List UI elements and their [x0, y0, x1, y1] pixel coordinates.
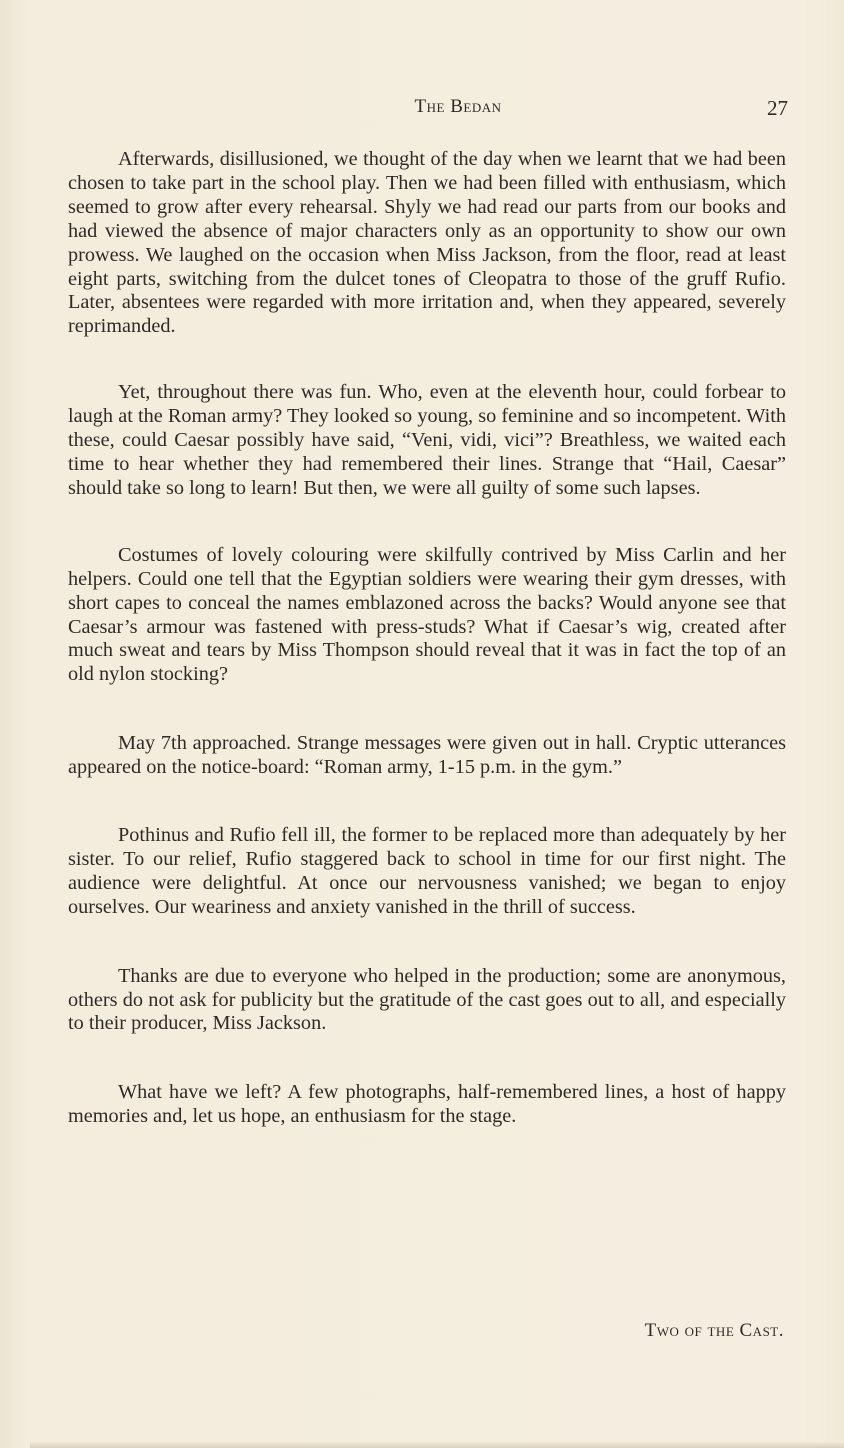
article-body [68, 148, 786, 1129]
page-header [68, 96, 788, 126]
author-signature: Two of the Cast. [644, 1320, 784, 1341]
paragraph: Pothinus and Rufio fell ill, the former to be replaced more than adequately by her sister. To our relief, Rufio staggered back to school in time for our first night. The audience were delightful. At once our nervousness vanished; we began to enjoy ourselves. Our weariness and anxiety vanished in the thrill of success. [68, 824, 786, 918]
paragraph: Costumes of lovely colouring were skilfully contrived by Miss Carlin and her helpers. Could one tell that the Egyptian soldiers were wearing their gym dresses, with short capes to conceal the names emblazoned across the backs? Would anyone see that Caesar’s armour was fastened with press-studs? What if Caesar’s wig, created after much sweat and tears by Miss Thompson should reveal that it was in fact the top of an old nylon stocking? [68, 543, 786, 686]
paragraph: What have we left? A few photographs, half-remembered lines, a host of happy memories and, let us hope, an enthusiasm for the stage. [68, 1081, 786, 1128]
paragraph: Afterwards, disillusioned, we thought of the day when we learnt that we had been chosen to take part in the school play. Then we had been filled with enthusiasm, which seemed to grow after every rehearsal. Shyly we had read our parts from our books and had viewed the absence of major characters only as an opportunity to show our own prowess. We laughed on the occasion when Miss Jackson, from the floor, read at least eight parts, switching from the dulcet tones of Cleopatra to those of the gruff Rufio. Later, absentees were regarded with more irritation and, when they appeared, severely reprimanded. [68, 148, 786, 338]
running-title: The Bedan [414, 96, 502, 117]
paragraph: May 7th approached. Strange messages were given out in hall. Cryptic utterances appeared on the notice-board: “Roman army, 1-15 p.m. in the gym.” [68, 732, 786, 779]
paragraph: Yet, throughout there was fun. Who, even at the eleventh hour, could forbear to laugh at the Roman army? They looked so young, so feminine and so incompetent. With these, could Caesar possibly have said, “Veni, vidi, vici”? Breathless, we waited each time to hear whether they had remembered their lines. Strange that “Hail, Caesar” should take so long to learn! But then, we were all guilty of some such lapses. [68, 381, 786, 499]
paragraph: Thanks are due to everyone who helped in the production; some are anonymous, others do not ask for publicity but the gratitude of the cast goes out to all, and especially to their producer, Miss Jackson. [68, 964, 786, 1035]
page-number: 27 [767, 96, 788, 120]
